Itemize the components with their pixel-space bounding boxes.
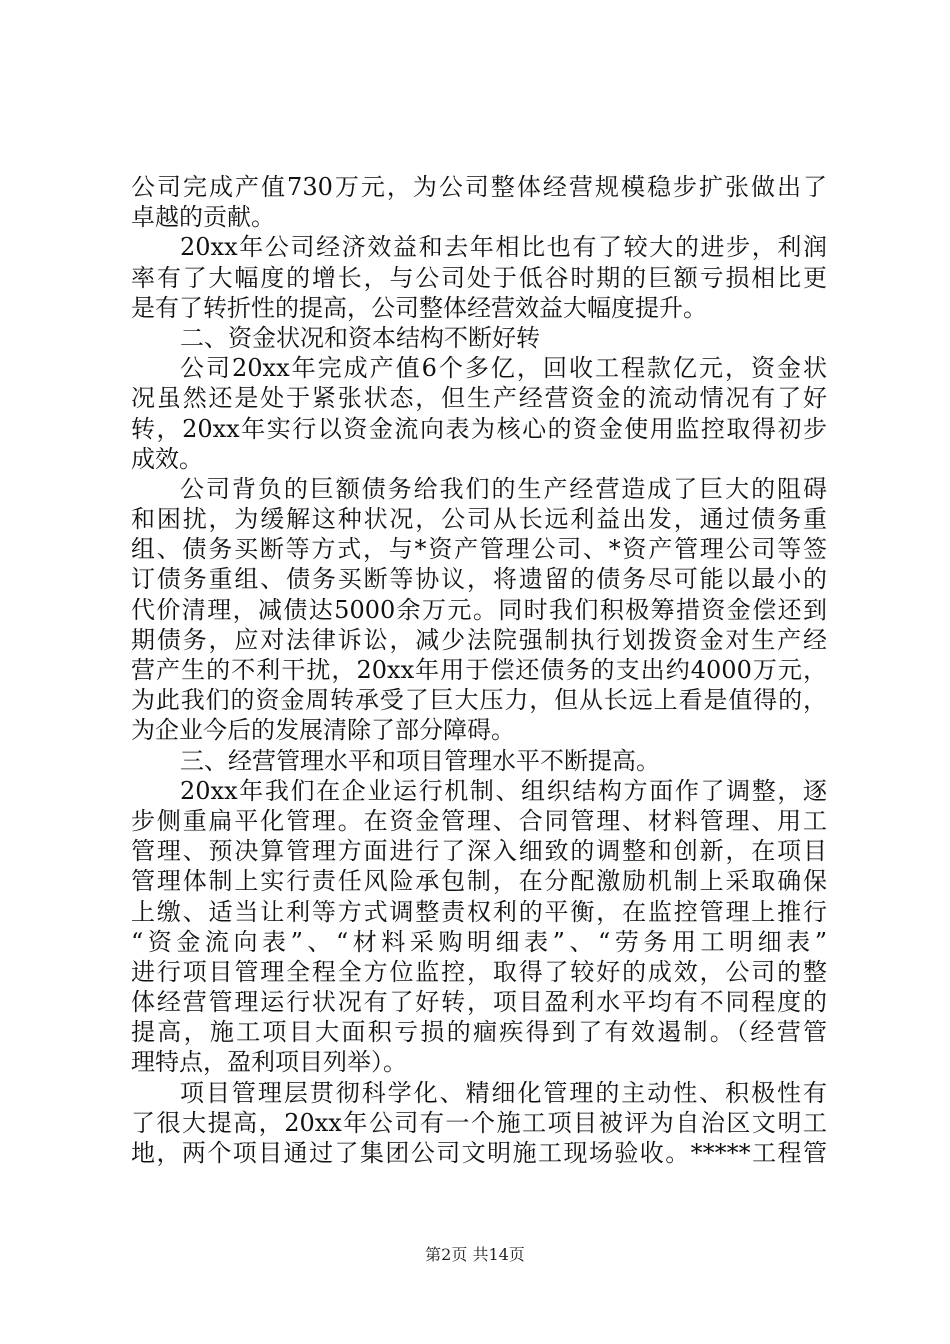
text-line: 项目管理层贯彻科学化、精细化管理的主动性、积极性有	[180, 1078, 827, 1107]
text-line: 20xx年我们在企业运行机制、组织结构方面作了调整，逐	[180, 776, 827, 805]
text-line: 上缴、适当让利等方式调整责权利的平衡，在监控管理上推行	[131, 897, 827, 926]
text-line: 订债务重组、债务买断等协议，将遗留的债务尽可能以最小的	[131, 565, 827, 594]
text-line: 提高，施工项目大面积亏损的痼疾得到了有效遏制。（经营管	[131, 1018, 827, 1047]
text-line: 管理、预决算管理方面进行了深入细致的调整和创新，在项目	[131, 837, 827, 866]
text-line: 为此我们的资金周转承受了巨大压力，但从长远上看是值得的，	[131, 686, 827, 715]
text-line: 营产生的不利干扰，20xx年用于偿还债务的支出约4000万元，	[131, 656, 827, 684]
text-line: 公司完成产值730万元，为公司整体经营规模稳步扩张做出了	[131, 173, 827, 201]
text-line: 地，两个项目通过了集团公司文明施工现场验收。*****工程管	[131, 1139, 827, 1167]
text-line: 转，20xx年实行以资金流向表为核心的资金使用监控取得初步	[131, 414, 827, 443]
text-line: 是有了转折性的提高，公司整体经营效益大幅度提升。	[131, 293, 707, 322]
text-line: 为企业今后的发展清除了部分障碍。	[131, 716, 515, 745]
text-line: 步侧重扁平化管理。在资金管理、合同管理、材料管理、用工	[131, 806, 827, 835]
body-text	[131, 172, 827, 1168]
text-line: 体经营管理运行状况有了好转，项目盈利水平均有不同程度的	[131, 988, 827, 1017]
text-line: 率有了大幅度的增长，与公司处于低谷时期的巨额亏损相比更	[131, 263, 827, 292]
text-line: 管理体制上实行责任风险承包制，在分配激励机制上采取确保	[131, 867, 827, 896]
text-line: 卓越的贡献。	[131, 203, 275, 232]
text-line: 公司20xx年完成产值6个多亿，回收工程款亿元，资金状	[180, 354, 827, 383]
page-footer: 第2页 共14页	[425, 1245, 525, 1264]
text-line: 代价清理，减债达5000余万元。同时我们积极筹措资金偿还到	[131, 595, 827, 624]
text-line: 进行项目管理全程全方位监控，取得了较好的成效，公司的整	[131, 957, 827, 986]
text-line: 公司背负的巨额债务给我们的生产经营造成了巨大的阻碍	[180, 474, 827, 503]
text-line: 和困扰，为缓解这种状况，公司从长远利益出发，通过债务重	[131, 505, 827, 534]
text-line: 期债务，应对法律诉讼，减少法院强制执行划拨资金对生产经	[131, 625, 827, 654]
text-line: 三、经营管理水平和项目管理水平不断提高。	[180, 746, 660, 775]
text-line: 况虽然还是处于紧张状态，但生产经营资金的流动情况有了好	[131, 384, 827, 413]
text-line: 二、资金状况和资本结构不断好转	[180, 323, 540, 352]
text-line: 成效。	[131, 444, 203, 473]
text-line: 组、债务买断等方式，与*资产管理公司、*资产管理公司等签	[131, 535, 827, 564]
text-line: 20xx年公司经济效益和去年相比也有了较大的进步，利润	[180, 233, 827, 262]
text-line: 了很大提高，20xx年公司有一个施工项目被评为自治区文明工	[131, 1108, 827, 1137]
text-line: “资金流向表”、“材料采购明细表”、“劳务用工明细表”	[131, 927, 827, 956]
text-line: 理特点，盈利项目列举）。	[131, 1048, 407, 1077]
